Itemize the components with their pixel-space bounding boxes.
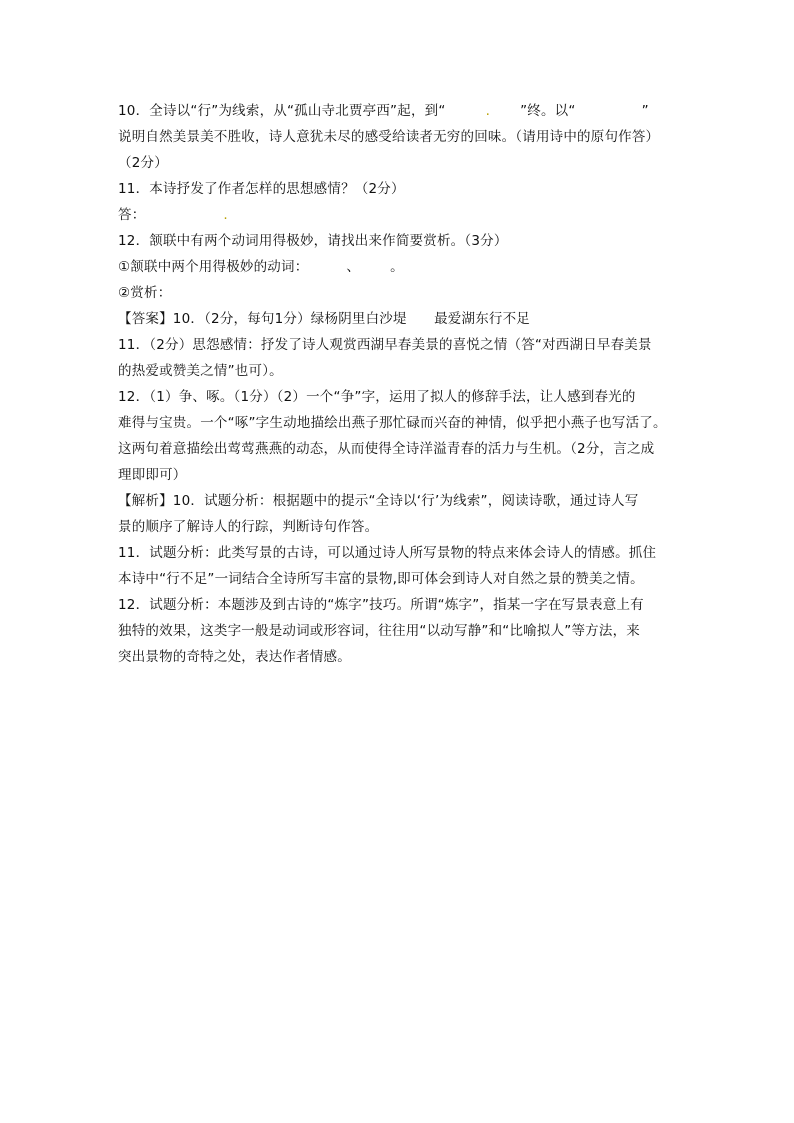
- answer-10: 【答案】10．（2分，每句1分）绿杨阴里白沙堤 最爱湖东行不足: [118, 311, 531, 327]
- question-11: 11．本诗抒发了作者怎样的思想感情？（2分）: [118, 181, 405, 197]
- q11-answer-dot: .: [223, 207, 228, 223]
- q12-sub1-text: ①颔联中两个用得极妙的动词：: [118, 259, 309, 275]
- answer-11-line-1: 11．（2分）思怨感情：抒发了诗人观赏西湖早春美景的喜悦之情（答“对西湖日早春美景: [118, 337, 652, 353]
- q10-text-part1: 10．全诗以“行”为线索，从“孤山寺北贾亭西”起，到“: [118, 103, 446, 119]
- analysis-11-line-1: 11．试题分析：此类写景的古诗，可以通过诗人所写景物的特点来体会诗人的情感。抓住: [118, 545, 657, 561]
- question-12: 12．颔联中有两个动词用得极妙，请找出来作简要赏析。（3分）: [118, 233, 508, 249]
- question-10-line-3: （2分）: [118, 155, 168, 171]
- q10-blank-dot: .: [485, 103, 491, 119]
- answer-12-line-1: 12．（1）争、啄。（1分）（2）一个“争”字，运用了拟人的修辞手法，让人感到春光的: [118, 389, 636, 405]
- q11-answer-label: 答：: [118, 207, 146, 223]
- analysis-10-line-2: 景的顺序了解诗人的行踪，判断诗句作答。: [118, 519, 379, 535]
- question-10-line-2: 说明自然美景美不胜收，诗人意犹未尽的感受给读者无穷的回味。（请用诗中的原句作答）: [118, 129, 660, 145]
- q10-text-part2: ”终。以“: [520, 103, 576, 119]
- analysis-12-line-3: 突出景物的奇特之处，表达作者情感。: [118, 649, 351, 665]
- analysis-11-line-2: 本诗中“行不足”一词结合全诗所写丰富的景物,即可体会到诗人对自然之景的赞美之情。: [118, 571, 644, 587]
- analysis-10-line-1: 【解析】10．试题分析：根据题中的提示“全诗以‘行’为线索”，阅读诗歌，通过诗人写: [118, 493, 639, 509]
- q12-sub1-end: 。: [390, 259, 404, 275]
- answer-12-line-4: 理即即可）: [118, 467, 187, 483]
- answer-12-line-2: 难得与宝贵。一个“啄”字生动地描绘出燕子那忙碌而兴奋的神情，似乎把小燕子也写活了。: [118, 415, 667, 431]
- question-10-line-1: [118, 98, 680, 124]
- question-12-sub-2: ②赏析：: [118, 285, 172, 301]
- question-11-answer-line: [118, 202, 680, 228]
- analysis-12-line-1: 12．试题分析：本题涉及到古诗的“炼字”技巧。所谓“炼字”，指某一字在写景表意上有: [118, 597, 644, 613]
- question-12-sub-1: [118, 254, 680, 280]
- answer-12-line-3: 这两句着意描绘出莺莺燕燕的动态，从而使得全诗洋溢青春的活力与生机。（2分，言之成: [118, 441, 655, 457]
- q12-sub1-separator: 、: [346, 259, 361, 275]
- answer-11-line-2: 的热爱或赞美之情”也可）。: [118, 363, 283, 379]
- analysis-12-line-2: 独特的效果，这类字一般是动词或形容词，往往用“以动写静”和“比喻拟人”等方法，来: [118, 623, 640, 639]
- document-body: [118, 98, 680, 670]
- q10-text-part3: ”: [641, 103, 649, 119]
